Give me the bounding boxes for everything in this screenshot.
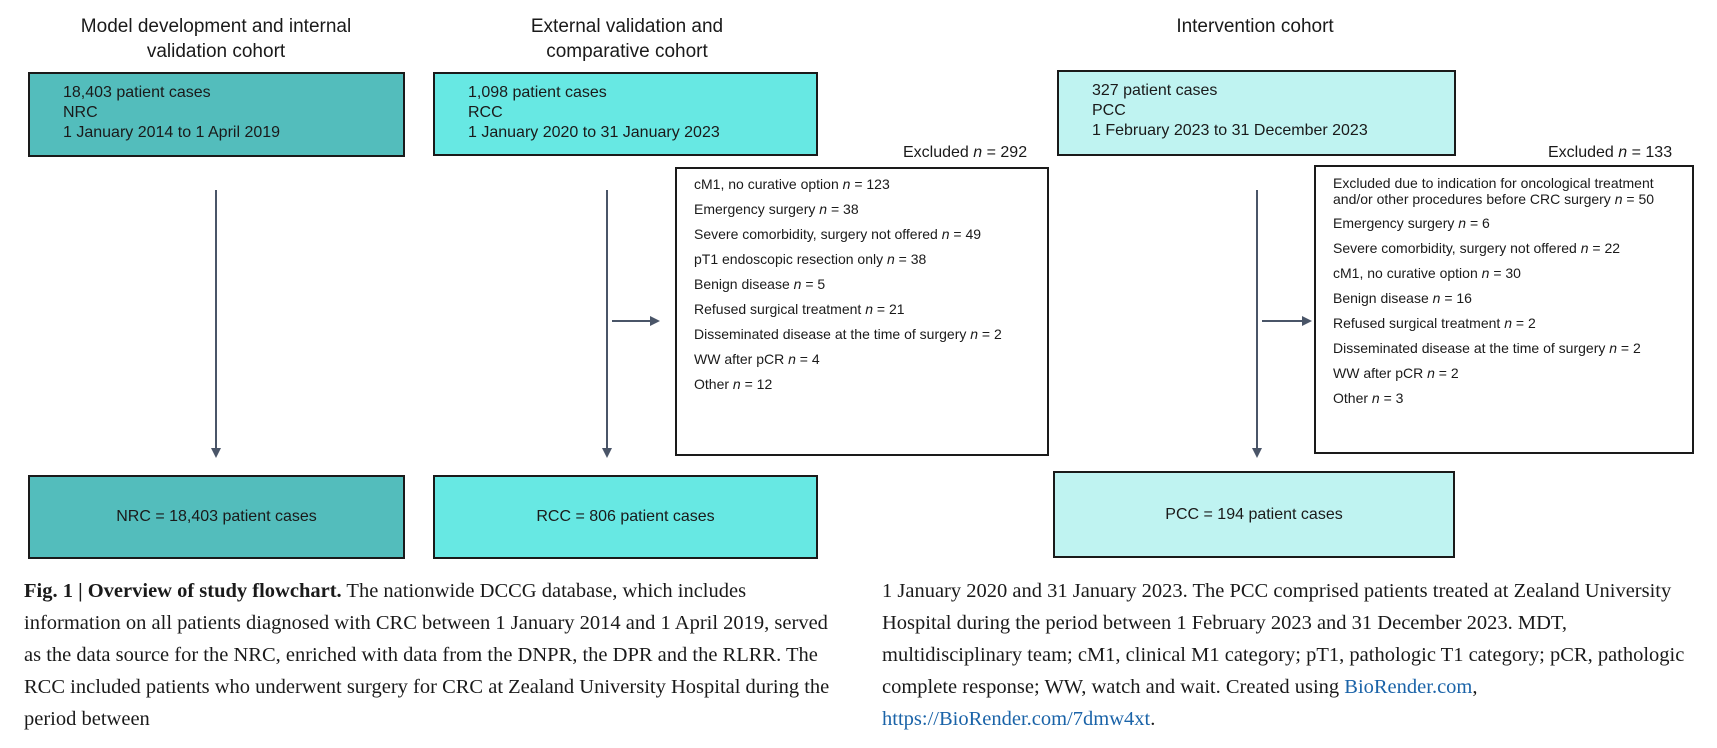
exclusion-item: Severe comorbidity, surgery not offered n = 22 (1333, 240, 1621, 256)
exclusion-item: Benign disease n = 16 (1333, 290, 1472, 306)
exclusion-item: WW after pCR n = 4 (694, 351, 820, 367)
pcc-source-period: 1 February 2023 to 31 December 2023 (1092, 122, 1368, 139)
nrc-source-period: 1 January 2014 to 1 April 2019 (63, 124, 281, 141)
figure-label: Fig. 1 | (24, 580, 88, 602)
nrc-source-name: NRC (63, 104, 98, 121)
exclusion-item: Refused surgical treatment n = 21 (694, 301, 905, 317)
figure-caption-right (882, 575, 1702, 735)
heading-intervention-cohort: Intervention cohort (1176, 16, 1334, 37)
biorender-figure-link[interactable]: https://BioRender.com/7dmw4xt (882, 708, 1151, 730)
exclusion-item: Emergency surgery n = 6 (1333, 215, 1490, 231)
exclusion-item: Excluded due to indication for oncological treatment and/or other procedures before CRC surgery n = 50 (1333, 175, 1655, 207)
nrc-final-count: NRC = 18,403 patient cases (116, 508, 317, 525)
exclusion-item: WW after pCR n = 2 (1333, 365, 1459, 381)
figure-title: Overview of study flowchart. (87, 580, 342, 602)
pcc-excluded-label: Excluded n = 133 (1548, 144, 1673, 161)
caption-end: . (1150, 708, 1156, 730)
pcc-source-count: 327 patient cases (1092, 82, 1218, 99)
caption-separator: , (1472, 676, 1478, 698)
caption-right-text: 1 January 2020 and 31 January 2023. The PCC comprised patients treated at Zealand University Hospital during the period between 1 February 2023 and 31 December 2023. MDT, multidisciplinary team; cM1, clinical M1 category; pT1, pathologic T1 category; pCR, pathologic complete response; WW, watch and wait. Created using (882, 580, 1685, 698)
exclusion-item: Other n = 12 (694, 376, 773, 392)
exclusion-item: Severe comorbidity, surgery not offered n = 49 (694, 226, 982, 242)
pcc-final-count: PCC = 194 patient cases (1165, 505, 1343, 523)
pcc-source-name: PCC (1092, 102, 1126, 119)
heading-external-cohort: External validation and comparative cohort (530, 16, 724, 62)
rcc-source-name: RCC (468, 104, 503, 121)
rcc-final-box (433, 475, 818, 559)
nrc-final-box (28, 475, 405, 559)
exclusion-item: Benign disease n = 5 (694, 276, 826, 292)
exclusion-item: Disseminated disease at the time of surgery n = 2 (1333, 340, 1641, 356)
caption-left-text: The nationwide DCCG database, which includes information on all patients diagnosed with CRC between 1 January 2014 and 1 April 2019, served as the data source for the NRC, enriched with data from the DNPR, the DPR and the RLRR. The RCC included patients who underwent surgery for CRC at Zealand University Hospital during the period between (24, 580, 830, 730)
exclusion-item: pT1 endoscopic resection only n = 38 (694, 251, 927, 267)
exclusion-item: Disseminated disease at the time of surgery n = 2 (694, 326, 1002, 342)
exclusion-item: Other n = 3 (1333, 390, 1404, 406)
rcc-source-period: 1 January 2020 to 31 January 2023 (468, 124, 720, 141)
exclusion-item: cM1, no curative option n = 123 (694, 176, 890, 192)
rcc-excluded-label: Excluded n = 292 (903, 144, 1028, 161)
exclusion-item: cM1, no curative option n = 30 (1333, 265, 1521, 281)
rcc-final-count: RCC = 806 patient cases (536, 508, 715, 525)
exclusion-item: Emergency surgery n = 38 (694, 201, 859, 217)
nrc-source-count: 18,403 patient cases (63, 84, 211, 101)
biorender-link[interactable]: BioRender.com (1344, 676, 1473, 698)
pcc-final-box (1053, 471, 1455, 558)
heading-model-cohort: Model development and internal validation cohort (80, 16, 352, 62)
exclusion-item: Refused surgical treatment n = 2 (1333, 315, 1536, 331)
rcc-source-count: 1,098 patient cases (468, 84, 607, 101)
figure-caption-left (24, 575, 844, 735)
